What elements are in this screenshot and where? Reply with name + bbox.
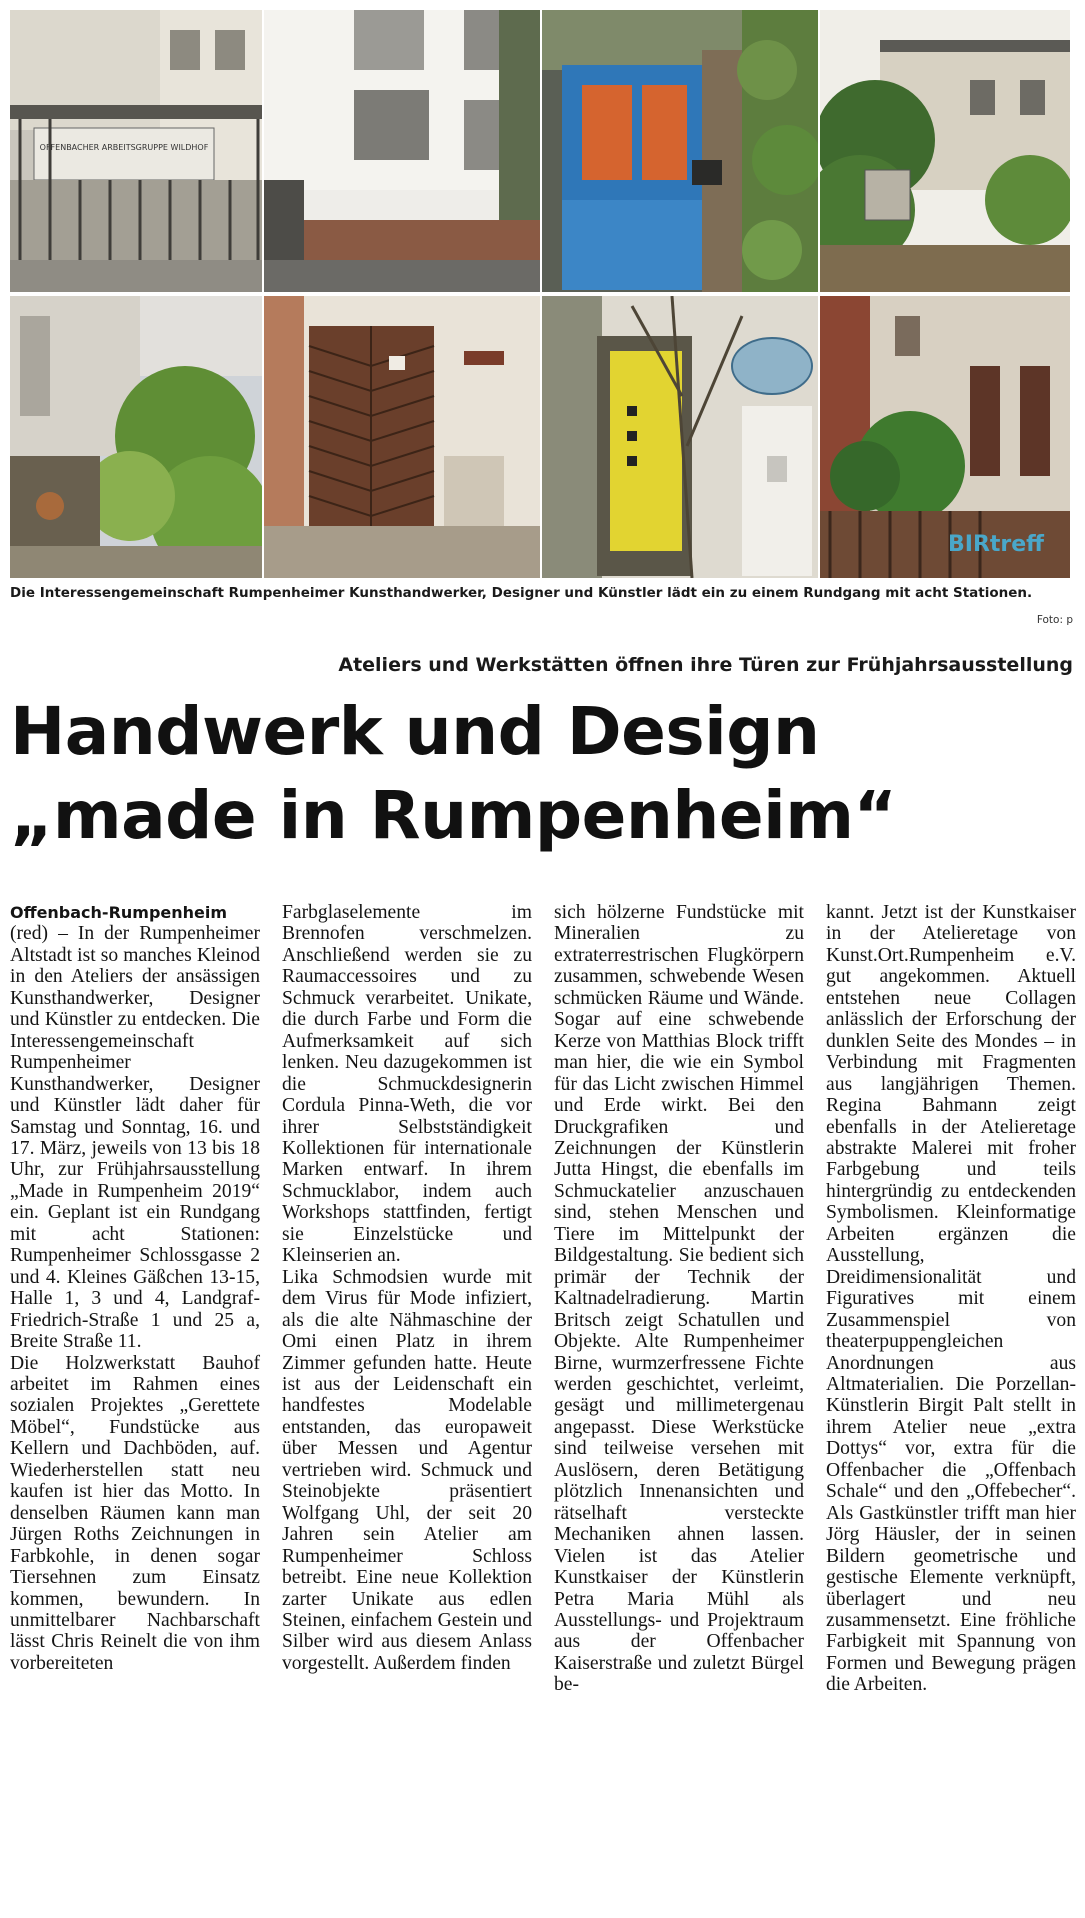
photo-bauhof-gate	[10, 10, 262, 292]
headline-line-1: Handwerk und Design	[10, 693, 820, 770]
article-subheadline: Ateliers und Werkstätten öffnen ihre Türen zur Frühjahrsausstellung	[338, 654, 1073, 676]
photo-yellow-door	[542, 296, 818, 578]
bauhof-sign-line1: OFFENBACHER ARBEITSGRUPPE WILDHOF	[39, 143, 209, 152]
photo-caption: Die Interessengemeinschaft Rumpenheimer Kunsthandwerker, Designer und Künstler lädt ein zu einem Rundgang mit acht Stationen.	[10, 585, 1033, 601]
photo-collage	[10, 10, 1070, 578]
article-headline	[10, 690, 1075, 858]
article-column-2	[282, 902, 532, 1674]
article-column-4	[826, 902, 1076, 1696]
photo-white-building	[264, 10, 540, 292]
paragraph: Farbglaselemente im Brennofen verschmelzen. Anschließend werden sie zu Raumaccessoires und zu Schmuck verarbeitet. Unikate, die durch Farbe und Form die Aufmerksamkeit auf sich lenken. Neu dazugekommen ist die Schmuckdesignerin Cordula Pinna-Weth, die vor ihrer Selbstständigkeit Kollektionen für internationale Marken entwarf. In ihrem Schmucklabor, indem auch Workshops stattfinden, fertigt sie Einzelstücke und Kleinserien an.	[282, 902, 532, 1267]
photo-green-shrub	[10, 296, 262, 578]
article-column-1	[10, 902, 260, 1674]
article-dateline: Offenbach-Rumpenheim	[10, 903, 228, 922]
article-column-3	[554, 902, 804, 1696]
photo-credit: Foto: p	[1036, 614, 1073, 626]
photo-wooden-door	[264, 296, 540, 578]
paragraph: Die Holzwerkstatt Bauhof arbeitet im Rahmen eines sozialen Projektes „Gerettete Möbel“, Fundstücke aus Kellern und Dachböden, auf. Wiederherstellen statt neu kaufen ist hier das Motto. In denselben Räumen kann man Jürgen Roths Zeichnungen in Farbkohle, in denen sogar Tiersehnen zum Einsatz kommen, bewundern. In unmittelbarer Nachbarschaft lässt Chris Reinelt die von ihm vorbereiteten	[10, 1352, 260, 1674]
paragraph: (red) – In der Rumpenheimer Altstadt ist so manches Kleinod in den Ateliers der ansässigen Kunsthandwerker, Designer und Künstler zu entdecken. Die Interessengemeinschaft Rumpenheimer Kunsthandwerker, Designer und Künstler lädt daher für Samstag und Sonntag, 16. und 17. März, jeweils von 13 bis 18 Uhr, zur Frühjahrsausstellung „Made in Rumpenheim 2019“ ein. Geplant ist ein Rundgang mit acht Stationen: Rumpenheimer Schlossgasse 2 und 4. Kleines Gäßchen 13-15, Halle 1, 3 und 4, Landgraf-Friedrich-Straße 1 und 25 a, Breite Straße 11.	[10, 923, 260, 1353]
paragraph: sich hölzerne Fundstücke mit Mineralien zu extraterrestrischen Flugkörpern zusammen, schwebende Wesen schmücken Räume und Wände. Sogar auf eine schwebende Kerze von Matthias Block trifft man hier, die wie ein Symbol für das Licht zwischen Himmel und Erde wirkt. Bei den Druckgrafiken und Zeichnungen der Künstlerin Jutta Hingst, die ebenfalls im Schmuckatelier anzuschauen sind, stehen Menschen und Tiere im Mittelpunkt der Bildgestaltung. Sie bedient sich primär der Technik der Kaltnadelradierung. Martin Britsch zeigt Schatullen und Objekte. Alte Rumpenheimer Birne, wurmzerfressene Fichte werden geschichtet, verleimt, gesägt und millimetergenau angepasst. Diese Werkstücke sind teilweise versehen mit Auslösern, deren Betätigung plötzlich Innenansichten und rätselhaft versteckte Mechaniken ahnen lassen. Vielen ist das Atelier Kunstkaiser der Künstlerin Petra Maria Mühl als Ausstellungs- und Projektraum aus der Offenbacher Kaiserstraße und zuletzt Bürgel be-	[554, 902, 804, 1696]
headline-line-2: „made in Rumpenheim“	[10, 777, 897, 854]
paragraph: kannt. Jetzt ist der Kunstkaiser in der Atelieretage von Kunst.Ort.Rumpenheim e.V. gut angekommen. Aktuell entstehen neue Collagen anlässlich der Erforschung der dunklen Seite des Mondes – in Verbindung mit Fragmenten aus langjährigen Themen. Regina Bahmann zeigt ebenfalls in der Atelieretage abstrakte Malerei mit froher Farbgebung und teils hintergründig zu entdeckenden Symbolismen. Kleinformatige Arbeiten ergänzen die Ausstellung, Dreidimensionalität und Figuratives mit einem Zusammenspiel von theaterpuppengleichen Anordnungen aus Altmaterialien. Die Porzellan-Künstlerin Birgit Palt stellt in ihrem Atelier neue „extra Dottys“ vor, extra für die Offenbacher die „Offenbach Schale“ und den „Offebecher“. Als Gastkünstler trifft man hier Jörg Häusler, der in seinen Bildern geometrische und gestische Elemente verknüpft, überlagert und neu zusammensetzt. Eine fröhliche Farbigkeit mit Spannung von Formen und Bewegung prägen die Arbeiten.	[826, 902, 1076, 1696]
photo-blue-door	[542, 10, 818, 292]
paragraph: Lika Schmodsien wurde mit dem Virus für Mode infiziert, als die alte Nähmaschine der Omi einen Platz in ihrem Zimmer gefunden hatte. Heute ist aus der Leidenschaft ein handfestes Modelable entstanden, das europaweit über Messen und Agentur vertrieben wird. Schmuck und Steinobjekte präsentiert Wolfgang Uhl, der seit 20 Jahren sein Atelier am Rumpenheimer Schloss betreibt. Eine neue Kollektion zarter Unikate aus edlen Steinen, einfachem Gestein und Silber wird aus diesem Anlass vorgestellt. Außerdem finden	[282, 1266, 532, 1674]
birtreff-sign: BIRtreff	[948, 532, 1045, 557]
photo-birtreff-building	[820, 296, 1070, 578]
photo-garden-courtyard	[820, 10, 1070, 292]
article-body	[10, 902, 1075, 1908]
